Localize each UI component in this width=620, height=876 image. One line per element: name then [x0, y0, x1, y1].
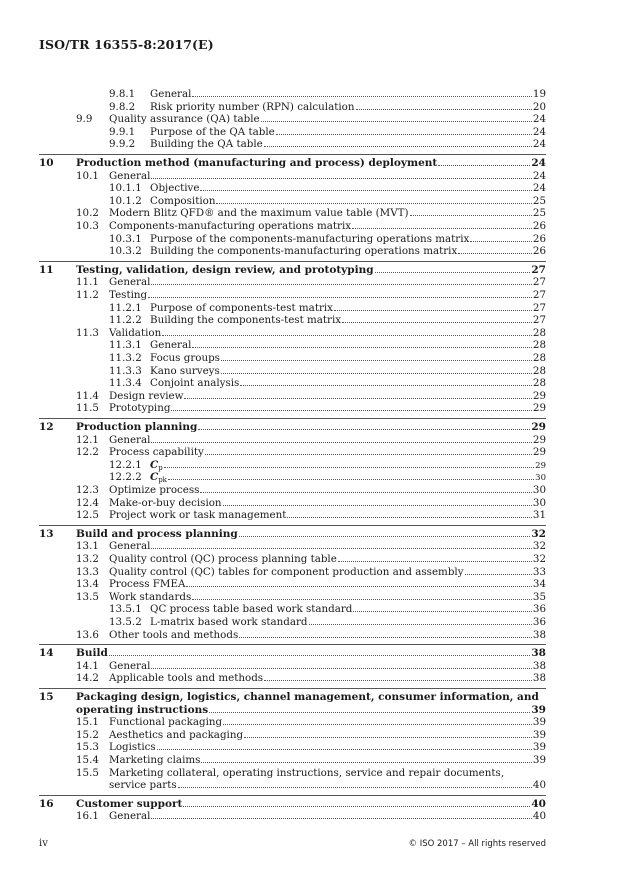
- toc-page-number: 25: [532, 194, 546, 207]
- toc-entry[interactable]: [76, 704, 546, 717]
- toc-entry-number: 15.4: [76, 754, 99, 766]
- dot-leader: [239, 637, 532, 638]
- toc-entry[interactable]: [150, 233, 546, 246]
- dot-leader: [410, 215, 532, 216]
- toc-page-number: 26: [532, 232, 546, 245]
- toc-entry-title: Building the components-test matrix: [150, 314, 342, 327]
- dot-leader: [216, 203, 531, 204]
- toc-entry-number: 11.5: [76, 402, 99, 415]
- toc-page-number: 33: [532, 565, 546, 578]
- toc-entry[interactable]: [150, 603, 546, 616]
- toc-entry-title: Testing, validation, design review, and prototyping: [76, 263, 374, 276]
- dot-leader: [186, 586, 531, 587]
- toc-entry-title: Conjoint analysis: [150, 377, 240, 390]
- dot-leader: [192, 599, 532, 600]
- dot-leader: [239, 536, 531, 537]
- toc-page-number: 24: [532, 138, 546, 151]
- toc-entry[interactable]: [109, 207, 546, 220]
- toc-page-number: 34: [532, 578, 546, 591]
- toc-entry-number: 11.3.4: [109, 377, 142, 390]
- toc-entry-title: Kano surveys: [150, 364, 220, 377]
- toc-entry-number: 11.3: [76, 326, 99, 339]
- toc-entry[interactable]: [109, 276, 546, 289]
- toc-page-number: 26: [532, 220, 546, 232]
- toc-entry[interactable]: [109, 434, 546, 447]
- toc-entry-title: General: [109, 540, 151, 553]
- toc-page-number: 24: [531, 157, 546, 169]
- dot-leader: [151, 818, 531, 819]
- toc-entry[interactable]: [76, 421, 546, 434]
- toc-entry-number: 15.5: [76, 766, 99, 779]
- toc-page-number: 40: [532, 810, 546, 823]
- toc-entry-title: Quality control (QC) tables for component production and assembly: [109, 565, 464, 578]
- toc-entry[interactable]: [76, 528, 546, 541]
- toc-entry-number: 15.3: [76, 741, 99, 754]
- toc-entry-number: 12.2.1: [109, 458, 142, 471]
- toc-page-number: 24: [532, 169, 546, 182]
- toc-entry[interactable]: [109, 660, 546, 673]
- toc-entry-number: 15: [39, 691, 54, 703]
- dot-leader: [223, 724, 532, 725]
- toc-entry-number: 10.3: [76, 220, 99, 232]
- toc-page-number: 35: [532, 590, 546, 603]
- toc-entry-number: 13: [39, 527, 54, 540]
- toc-page-number: 38: [532, 659, 546, 672]
- toc-entry[interactable]: [109, 578, 546, 591]
- toc-entry-number: 15.2: [76, 728, 99, 741]
- toc-entry-number: 15.1: [76, 716, 99, 729]
- section-separator: [39, 261, 546, 262]
- toc-entry[interactable]: [109, 289, 546, 302]
- toc-entry-number: 12.1: [76, 433, 99, 446]
- toc-entry-number: 11.3.1: [109, 339, 142, 352]
- toc-page-number: 39: [532, 716, 546, 729]
- dot-leader: [151, 668, 531, 669]
- toc-entry-title: Components-manufacturing operations matrix: [109, 220, 352, 232]
- toc-entry-number: 12.4: [76, 496, 99, 509]
- toc-page-number: 29: [535, 460, 546, 471]
- toc-entry-number: 10.2: [76, 207, 99, 220]
- toc-page-number: 28: [532, 352, 546, 364]
- dot-leader: [287, 517, 531, 518]
- toc-entry-number: 13.5: [76, 590, 99, 603]
- dot-leader: [151, 178, 531, 179]
- toc-page-number: 36: [532, 603, 546, 616]
- toc-page-number: 19: [532, 88, 546, 100]
- toc-entry[interactable]: [109, 170, 546, 183]
- toc-page-number: 32: [532, 540, 546, 553]
- toc-page-number: 29: [531, 421, 546, 433]
- toc-entry[interactable]: [109, 810, 546, 823]
- toc-entry-title: Modern Blitz QFD® and the maximum value table (MVT): [109, 207, 409, 220]
- toc-entry[interactable]: [150, 101, 546, 114]
- toc-entry[interactable]: [109, 509, 546, 522]
- toc-entry-title: Quality control (QC) process planning table: [109, 553, 337, 565]
- toc-page-number: 28: [532, 364, 546, 377]
- toc-entry-number: 10.1.2: [109, 194, 142, 207]
- dot-leader: [162, 335, 532, 336]
- toc-entry-title-continued: service parts: [109, 779, 177, 792]
- toc-entry-number: 11.2.2: [109, 314, 142, 327]
- symbol-subscript: pk: [158, 476, 167, 485]
- dot-leader: [201, 762, 531, 763]
- toc-entry[interactable]: [150, 365, 546, 378]
- toc-entry-number: 10.1.1: [109, 182, 142, 195]
- toc-page-number: 39: [531, 703, 546, 716]
- toc-entry-number: 11.3.2: [109, 352, 142, 364]
- toc-page-number: 28: [532, 377, 546, 390]
- dot-leader: [192, 347, 531, 348]
- dot-leader: [375, 272, 531, 273]
- toc-page-number: 29: [532, 433, 546, 446]
- toc-entry[interactable]: [150, 302, 546, 315]
- toc-entry-number: 14: [39, 647, 54, 660]
- toc-page-number: 27: [532, 289, 546, 301]
- toc-entry-title: Logistics: [109, 741, 156, 754]
- dot-leader: [184, 398, 531, 399]
- toc-page-number: 28: [532, 326, 546, 339]
- dot-leader: [240, 385, 532, 386]
- toc-entry-title: General: [109, 659, 151, 672]
- dot-leader: [168, 479, 534, 480]
- dot-leader: [276, 134, 532, 135]
- toc-entry-title: Objective: [150, 182, 200, 195]
- toc-page-number: 30: [532, 496, 546, 509]
- toc-entry-number: 12.5: [76, 509, 99, 522]
- section-separator: [39, 688, 546, 689]
- dot-leader: [352, 228, 532, 229]
- toc-entry[interactable]: [150, 339, 546, 352]
- symbol-subscript: p: [158, 463, 163, 472]
- toc-entry-number: 11.3.3: [109, 364, 142, 377]
- dot-leader: [200, 492, 531, 493]
- toc-entry-title: Marketing claims: [109, 754, 201, 766]
- toc-page-number: 32: [531, 527, 546, 540]
- dot-leader: [465, 574, 532, 575]
- toc-entry-number: 11.4: [76, 389, 99, 402]
- dot-leader: [200, 190, 531, 191]
- toc-entry-title: Project work or task management: [109, 509, 287, 522]
- toc-entry[interactable]: [109, 446, 546, 459]
- toc-page-number: 38: [531, 647, 546, 660]
- toc-page-number: 24: [532, 113, 546, 126]
- toc-entry[interactable]: [76, 647, 546, 660]
- toc-entry-title: Composition: [150, 194, 216, 207]
- dot-leader: [171, 410, 531, 411]
- toc-entry[interactable]: [109, 402, 546, 415]
- toc-entry[interactable]: [109, 484, 546, 497]
- toc-entry-title: Purpose of the QA table: [150, 125, 275, 138]
- toc-entry-title: Functional packaging: [109, 716, 223, 729]
- toc-entry-number: 11.2: [76, 289, 99, 301]
- toc-entry-title: Purpose of the components-manufacturing operations matrix: [150, 232, 470, 245]
- toc-page-number: 38: [532, 672, 546, 685]
- toc-entry[interactable]: [109, 327, 546, 340]
- toc-entry-number: 14.2: [76, 672, 99, 685]
- toc-entry-title: General: [109, 169, 151, 182]
- dot-leader: [151, 284, 531, 285]
- toc-entry-number: 13.6: [76, 628, 99, 641]
- toc-entry[interactable]: [150, 138, 546, 151]
- dot-leader: [198, 429, 530, 430]
- toc-entry-title: General: [109, 276, 151, 289]
- toc-entry-title: Focus groups: [150, 352, 220, 364]
- toc-page-number: 29: [532, 389, 546, 402]
- toc-entry-number: 10.3.2: [109, 245, 142, 258]
- toc-entry-title: Risk priority number (RPN) calculation: [150, 100, 355, 113]
- dot-leader: [261, 121, 532, 122]
- toc-entry-number: 10: [39, 157, 54, 169]
- toc-entry-title: Other tools and methods: [109, 628, 239, 641]
- toc-entry[interactable]: [109, 629, 546, 642]
- toc-entry-title: Design review: [109, 389, 184, 402]
- toc-entry[interactable]: [150, 195, 546, 208]
- toc-entry-number: 9.9.2: [109, 138, 136, 151]
- dot-leader: [264, 146, 532, 147]
- dot-leader: [223, 505, 532, 506]
- dot-leader: [157, 749, 532, 750]
- page-number: iv: [39, 838, 48, 849]
- section-separator: [39, 154, 546, 155]
- dot-leader: [356, 109, 532, 110]
- toc-entry-title: Work standards: [109, 590, 192, 603]
- toc-entry-number: 10.3.1: [109, 232, 142, 245]
- toc-entry-number: 16: [39, 797, 54, 810]
- toc-entry-title: Production planning: [76, 421, 198, 433]
- toc-entry-number: 9.8.2: [109, 100, 136, 113]
- dot-leader: [209, 712, 530, 713]
- toc-entry[interactable]: [150, 245, 546, 258]
- toc-entry-title: General: [109, 810, 151, 823]
- toc-entry[interactable]: [150, 126, 546, 139]
- toc-entry-title: Building the QA table: [150, 138, 263, 151]
- toc-entry-number: 9.9: [76, 113, 93, 126]
- toc-entry-number: 12: [39, 421, 54, 433]
- toc-entry-number: 16.1: [76, 810, 99, 823]
- dot-leader: [109, 655, 531, 656]
- toc-entry-title: Testing: [109, 289, 148, 301]
- toc-entry-number: 13.5.1: [109, 603, 142, 616]
- toc-entry[interactable]: [109, 754, 546, 767]
- toc-entry-number: 12.2.2: [109, 471, 142, 484]
- toc-page-number: 39: [532, 754, 546, 766]
- toc-entry-title: Build: [76, 647, 108, 660]
- toc-page-number: 24: [532, 182, 546, 195]
- dot-leader: [353, 611, 531, 612]
- toc-page-number: 40: [531, 797, 546, 810]
- toc-entry-number: 11.2.1: [109, 301, 142, 314]
- toc-page-number: 27: [532, 301, 546, 314]
- toc-entry-number: 10.1: [76, 169, 99, 182]
- toc-entry-title: Quality assurance (QA) table: [109, 113, 260, 126]
- toc-entry-title: Process FMEA: [109, 578, 186, 591]
- toc-page-number: 27: [532, 276, 546, 289]
- toc-entry-title: Production method (manufacturing and process) deployment: [76, 157, 438, 169]
- toc-page-number: 31: [532, 509, 546, 522]
- toc-entry-title: General: [150, 339, 192, 352]
- toc-entry-title: Process capability: [109, 446, 204, 459]
- toc-entry-number: 14.1: [76, 659, 99, 672]
- dot-leader: [244, 737, 532, 738]
- toc-entry[interactable]: [109, 741, 546, 754]
- toc-entry-title: Packaging design, logistics, channel management, consumer information, and: [76, 691, 539, 703]
- section-separator: [39, 418, 546, 419]
- toc-entry[interactable]: [109, 672, 546, 685]
- toc-entry-number: 13.4: [76, 578, 99, 591]
- toc-page-number: 39: [532, 728, 546, 741]
- toc-entry-number: 11: [39, 263, 54, 276]
- toc-entry-number: 13.2: [76, 553, 99, 565]
- toc-entry-number: 9.9.1: [109, 125, 136, 138]
- toc-entry[interactable]: [109, 779, 546, 792]
- dot-leader: [342, 322, 532, 323]
- toc-entry-title: Validation: [109, 326, 162, 339]
- toc-entry-title: General: [109, 433, 151, 446]
- toc-entry[interactable]: [109, 729, 546, 742]
- toc-entry-title: Building the components-manufacturing operations matrix: [150, 245, 458, 258]
- copyright-notice: © ISO 2017 – All rights reserved: [408, 839, 546, 849]
- toc-entry-title: Build and process planning: [76, 527, 238, 540]
- toc-entry[interactable]: [150, 616, 546, 629]
- toc-entry-title: Make-or-buy decision: [109, 496, 222, 509]
- toc-entry-number: 13.5.2: [109, 616, 142, 628]
- section-separator: [39, 644, 546, 645]
- toc-entry-number: 13.3: [76, 565, 99, 578]
- toc-entry[interactable]: [76, 264, 546, 277]
- toc-entry-number: 12.3: [76, 484, 99, 496]
- toc-page-number: 30: [535, 473, 546, 484]
- toc-entry[interactable]: [150, 352, 546, 365]
- toc-entry-number: 9.8.1: [109, 88, 136, 100]
- toc-entry[interactable]: [109, 716, 546, 729]
- toc-entry[interactable]: [109, 553, 546, 566]
- toc-entry[interactable]: [76, 157, 546, 170]
- document-id-header: ISO/TR 16355-8:2017(E): [39, 37, 214, 52]
- toc-entry[interactable]: [150, 182, 546, 195]
- toc-entry[interactable]: [109, 566, 546, 579]
- dot-leader: [338, 561, 532, 562]
- toc-page-number: 29: [532, 402, 546, 415]
- dot-leader: [334, 310, 532, 311]
- toc-entry-title: Applicable tools and methods: [109, 672, 264, 685]
- toc-entry[interactable]: [109, 497, 546, 510]
- dot-leader: [221, 360, 532, 361]
- toc-page-number: 39: [532, 741, 546, 754]
- toc-page-number: 24: [532, 125, 546, 138]
- toc-entry-number: 12.2: [76, 446, 99, 459]
- dot-leader: [438, 165, 530, 166]
- dot-leader: [309, 624, 532, 625]
- symbol-c: C: [150, 458, 159, 471]
- toc-entry[interactable]: [109, 540, 546, 553]
- dot-leader: [221, 373, 532, 374]
- section-separator: [39, 795, 546, 796]
- toc-entry-title: General: [150, 88, 192, 100]
- dot-leader: [151, 548, 531, 549]
- dot-leader: [205, 454, 532, 455]
- toc-page-number: 38: [532, 628, 546, 641]
- dot-leader: [148, 297, 532, 298]
- toc-entry-title: Prototyping: [109, 402, 171, 415]
- toc-page-number: 29: [532, 446, 546, 459]
- toc-page-number: 27: [532, 314, 546, 327]
- symbol-c: C: [150, 471, 159, 484]
- toc-entry-number: 11.1: [76, 276, 99, 289]
- dot-leader: [192, 96, 531, 97]
- toc-entry-number: 13.1: [76, 540, 99, 553]
- dot-leader: [151, 442, 531, 443]
- toc-entry[interactable]: [109, 390, 546, 403]
- toc-page-number: 30: [532, 484, 546, 496]
- dot-leader: [183, 806, 530, 807]
- toc-entry[interactable]: [109, 591, 546, 604]
- toc-entry-title: L-matrix based work standard: [150, 616, 308, 628]
- toc-page-number: 28: [532, 339, 546, 352]
- dot-leader: [164, 467, 534, 468]
- dot-leader: [178, 787, 532, 788]
- toc-page-number: 36: [532, 616, 546, 628]
- toc-page-number: 32: [532, 553, 546, 565]
- toc-entry[interactable]: [109, 220, 546, 233]
- toc-page-number: 40: [532, 779, 546, 792]
- toc-page-number: 27: [531, 263, 546, 276]
- toc-entry-title: Customer support: [76, 797, 183, 810]
- section-separator: [39, 525, 546, 526]
- toc-page-number: 25: [532, 207, 546, 220]
- toc-entry-title: QC process table based work standard: [150, 603, 353, 616]
- toc-entry[interactable]: [150, 314, 546, 327]
- toc-entry-title: Aesthetics and packaging: [109, 728, 244, 741]
- dot-leader: [470, 241, 532, 242]
- toc-entry-title: Purpose of components-test matrix: [150, 301, 333, 314]
- toc-page-number: 26: [532, 245, 546, 258]
- toc-entry[interactable]: [76, 798, 546, 811]
- toc-page-number: 20: [532, 100, 546, 113]
- toc-entry[interactable]: [109, 113, 546, 126]
- toc-entry-title: Optimize process: [109, 484, 200, 496]
- dot-leader: [458, 253, 532, 254]
- toc-entry[interactable]: [150, 377, 546, 390]
- toc-entry-title-continued: operating instructions: [76, 703, 209, 716]
- dot-leader: [264, 680, 532, 681]
- toc-entry-title: Marketing collateral, operating instructions, service and repair documents,: [109, 766, 505, 779]
- toc-entry[interactable]: [150, 88, 546, 101]
